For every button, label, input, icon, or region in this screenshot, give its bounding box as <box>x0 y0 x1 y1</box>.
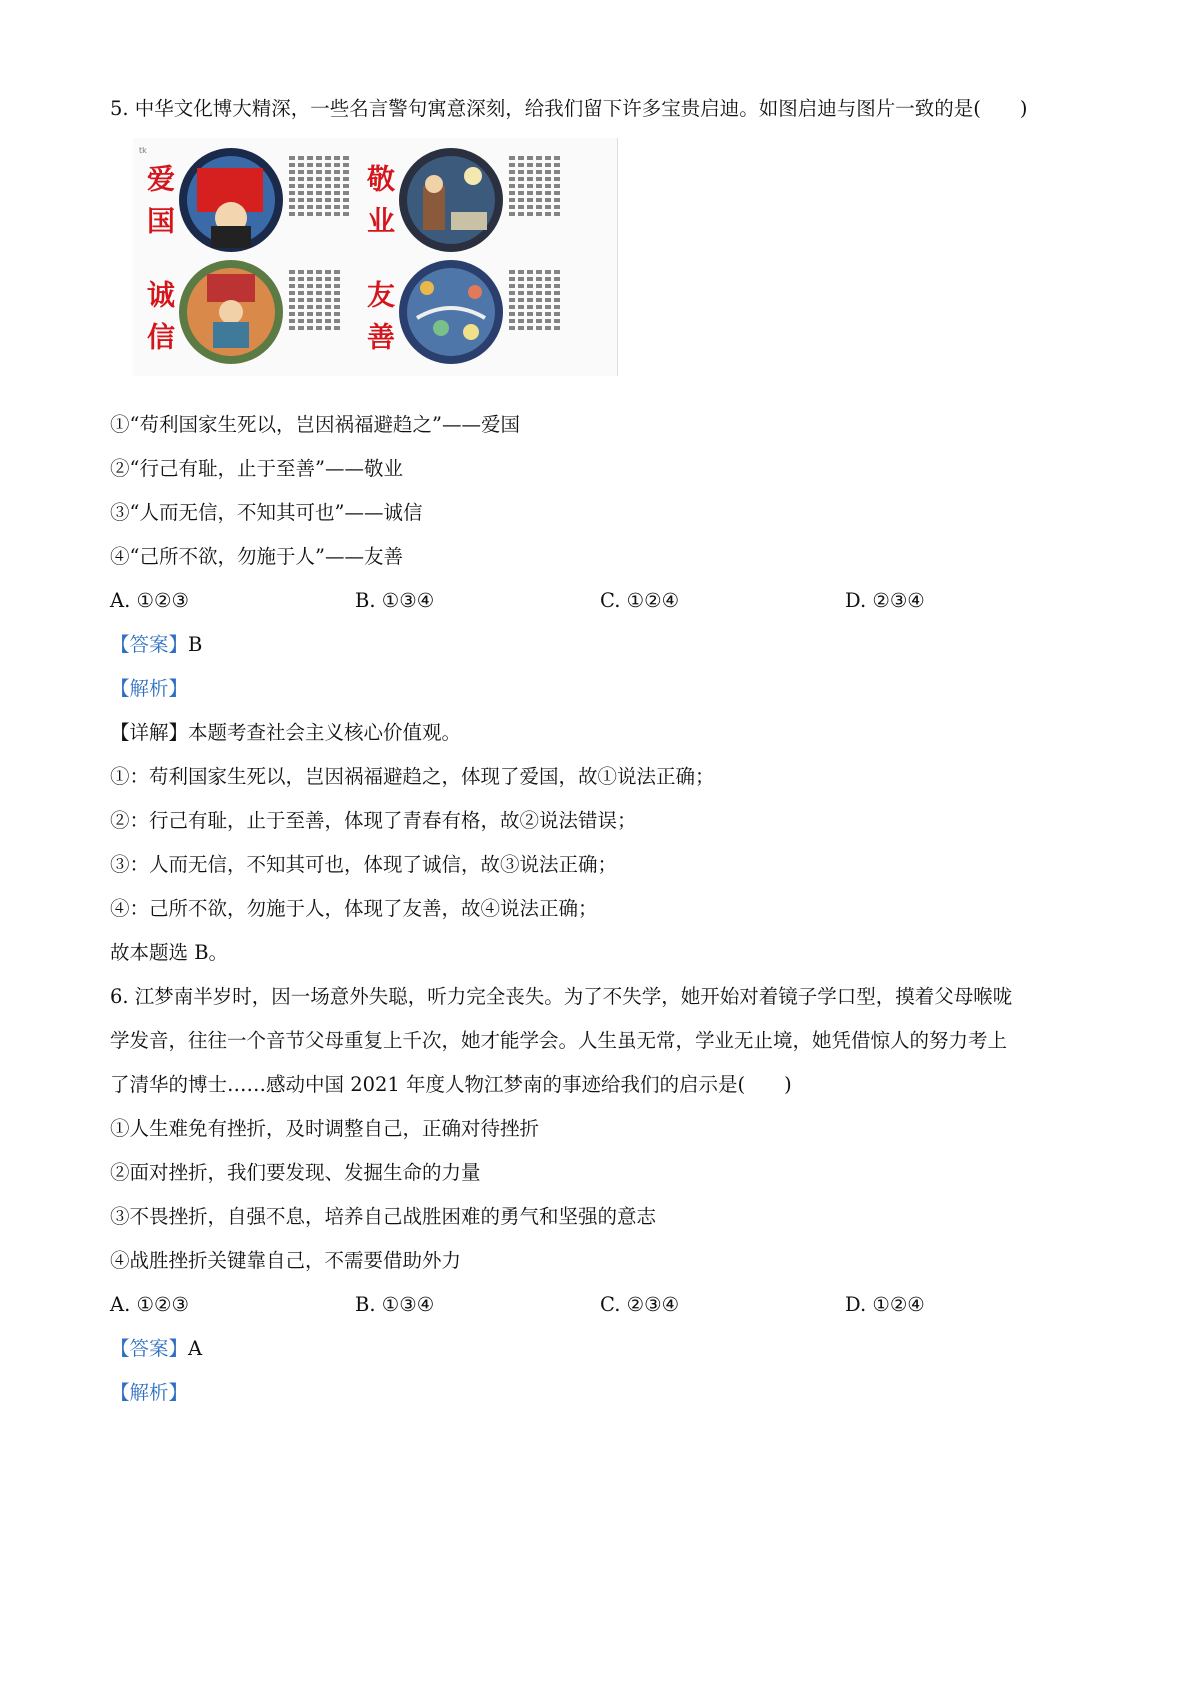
q5-item-3: ③“人而无信，不知其可也”——诚信 <box>110 501 423 524</box>
q5-option-a: A. ①②③ <box>110 589 189 612</box>
q5-item-1: ①“苟利国家生死以，岂因祸福避趋之”——爱国 <box>110 413 520 436</box>
q6-item-3: ③不畏挫折，自强不息，培养自己战胜困难的勇气和坚强的意志 <box>110 1205 657 1228</box>
q6-analysis-label: 【解析】 <box>110 1381 189 1404</box>
label-dedication: 敬业 <box>363 164 396 248</box>
q5-detail <box>110 720 461 746</box>
medallion-friendliness <box>397 258 505 366</box>
q5-explanation-1: ①：苟利国家生死以，岂因祸福避趋之，体现了爱国，故①说法正确； <box>110 765 715 788</box>
q6-item-2: ②面对挫折，我们要发现、发掘生命的力量 <box>110 1161 481 1184</box>
q5-analysis-label: 【解析】 <box>110 677 189 700</box>
q5-option-c: C. ①②④ <box>600 589 680 612</box>
q5-conclusion: 故本题选 B。 <box>110 941 229 964</box>
q6-answer <box>110 1336 202 1362</box>
detail-label: 【详解】 <box>110 721 189 744</box>
label-patriotism: 爱国 <box>143 164 176 248</box>
q6-option-a: A. ①②③ <box>110 1293 189 1316</box>
medallion-dedication <box>397 146 505 254</box>
q6-stem-line-2: 学发音，往往一个音节父母重复上千次，她才能学会。人生虽无常，学业无止境，她凭借惊人的努力考上 <box>110 1029 1008 1052</box>
poem-dedication <box>509 156 560 218</box>
poem-friendliness <box>509 270 560 332</box>
values-illustration: tk 爱国 敬业 诚信 友善 <box>133 138 618 376</box>
q5-stem: 5. 中华文化博大精深，一些名言警句寓意深刻，给我们留下许多宝贵启迪。如图启迪与图片一致的是( ) <box>110 97 1028 120</box>
q6-stem-line-1: 6. 江梦南半岁时，因一场意外失聪，听力完全丧失。为了不失学，她开始对着镜子学口型，摸着父母喉咙 <box>110 985 1013 1008</box>
medallion-integrity <box>177 258 285 366</box>
q5-explanation-4: ④：己所不欲，勿施于人，体现了友善，故④说法正确； <box>110 897 598 920</box>
q5-option-b: B. ①③④ <box>355 589 435 612</box>
answer-value: B <box>188 633 203 656</box>
q5-item-2: ②“行己有耻，止于至善”——敬业 <box>110 457 403 480</box>
answer-value: A <box>188 1337 203 1360</box>
q6-item-1: ①人生难免有挫折，及时调整自己，正确对待挫折 <box>110 1117 540 1140</box>
label-friendliness: 友善 <box>363 280 396 364</box>
answer-label: 【答案】 <box>110 1337 189 1360</box>
q6-stem-line-3: 了清华的博士……感动中国 2021 年度人物江梦南的事迹给我们的启示是( ) <box>110 1073 792 1096</box>
medallion-patriotism <box>177 146 285 254</box>
q6-option-d: D. ①②④ <box>845 1293 925 1316</box>
q6-option-c: C. ②③④ <box>600 1293 680 1316</box>
q5-item-4: ④“己所不欲，勿施于人”——友善 <box>110 545 403 568</box>
q6-option-b: B. ①③④ <box>355 1293 435 1316</box>
q5-answer <box>110 632 202 658</box>
answer-label: 【答案】 <box>110 633 189 656</box>
poem-integrity <box>289 270 340 332</box>
label-integrity: 诚信 <box>143 280 176 364</box>
q5-explanation-2: ②：行己有耻，止于至善，体现了青春有格，故②说法错误； <box>110 809 637 832</box>
detail-text: 本题考查社会主义核心价值观。 <box>188 721 462 744</box>
q6-item-4: ④战胜挫折关键靠自己，不需要借助外力 <box>110 1249 462 1272</box>
q5-option-d: D. ②③④ <box>845 589 925 612</box>
q5-explanation-3: ③：人而无信，不知其可也，体现了诚信，故③说法正确； <box>110 853 618 876</box>
poem-patriotism <box>289 156 349 218</box>
